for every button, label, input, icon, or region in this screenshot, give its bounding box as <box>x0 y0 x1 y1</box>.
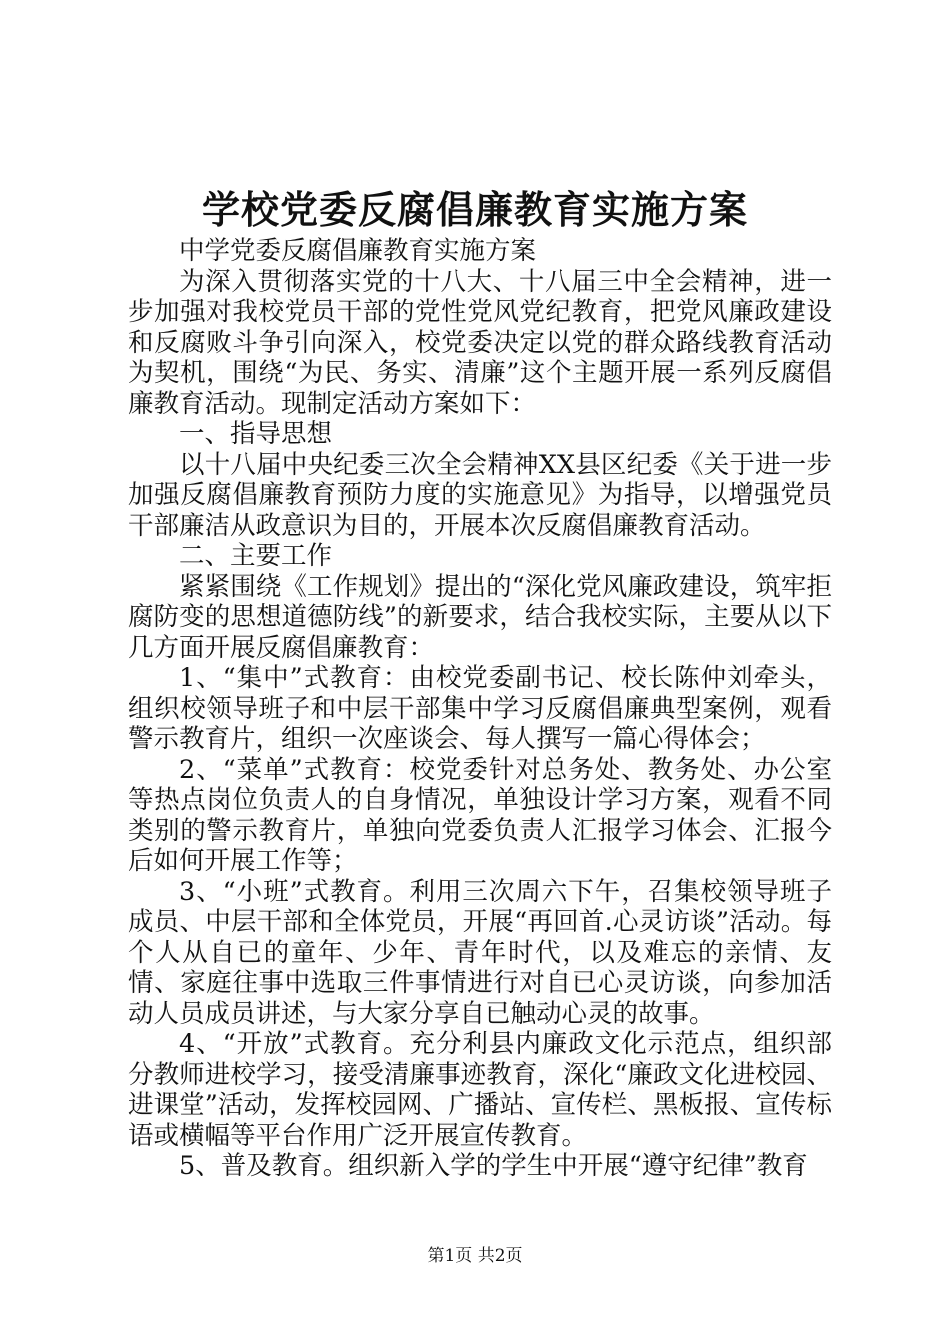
list-item-1: 1、“集中”式教育：由校党委副书记、校长陈仲刘牵头，组织校领导班子和中层干部集中学习反腐倡廉典型案例，观看警示教育片，组织一次座谈会、每人撰写一篇心得体会； <box>128 663 832 754</box>
section-heading-guiding-thought: 一、指导思想 <box>179 419 333 449</box>
paragraph-guiding-thought: 以十八届中央纪委三次全会精神XX县区纪委《关于进一步加强反腐倡廉教育预防力度的实施意见》为指导，以增强党员干部廉洁从政意识为目的，开展本次反腐倡廉教育活动。 <box>128 449 832 541</box>
list-item-3: 3、“小班”式教育。利用三次周六下午，召集校领导班子成员、中层干部和全体党员，开展“再回首.心灵访谈”活动。每个人从自已的童年、少年、青年时代，以及难忘的亲情、友情、家庭往事中选取三件事情进行对自已心灵访谈，向参加活动人员成员讲述，与大家分享自已触动心灵的故事。 <box>128 876 832 1029</box>
list-item-5: 5、普及教育。组织新入学的学生中开展“遵守纪律”教育 <box>179 1151 808 1181</box>
document-body <box>128 236 832 1182</box>
section-heading-main-work: 二、主要工作 <box>179 541 333 571</box>
list-item-4: 4、“开放”式教育。充分利县内廉政文化示范点，组织部分教师进校学习，接受清廉事迹教育，深化“廉政文化进校园、进课堂”活动，发挥校园网、广播站、宣传栏、黑板报、宣传标语或横幅等平台作用广泛开展宣传教育。 <box>128 1029 832 1151</box>
document-title: 学校党委反腐倡廉教育实施方案 <box>201 187 748 232</box>
paragraph-main-work: 紧紧围绕《工作规划》提出的“深化党风廉政建设，筑牢拒腐防变的思想道德防线”的新要求，结合我校实际，主要从以下几方面开展反腐倡廉教育： <box>128 571 832 663</box>
paragraph-intro: 为深入贯彻落实党的十八大、十八届三中全会精神，进一步加强对我校党员干部的党性党风党纪教育，把党风廉政建设和反腐败斗争引向深入，校党委决定以党的群众路线教育活动为契机，围绕“为民、务实、清廉”这个主题开展一系列反腐倡廉教育活动。现制定活动方案如下： <box>128 266 832 419</box>
paragraph-subtitle: 中学党委反腐倡廉教育实施方案 <box>179 236 537 266</box>
page-footer: 第1页 共2页 <box>427 1246 523 1266</box>
list-item-2: 2、“菜单”式教育：校党委针对总务处、教务处、办公室等热点岗位负责人的自身情况，单独设计学习方案，观看不同类别的警示教育片，单独向党委负责人汇报学习体会、汇报今后如何开展工作等； <box>128 754 832 876</box>
